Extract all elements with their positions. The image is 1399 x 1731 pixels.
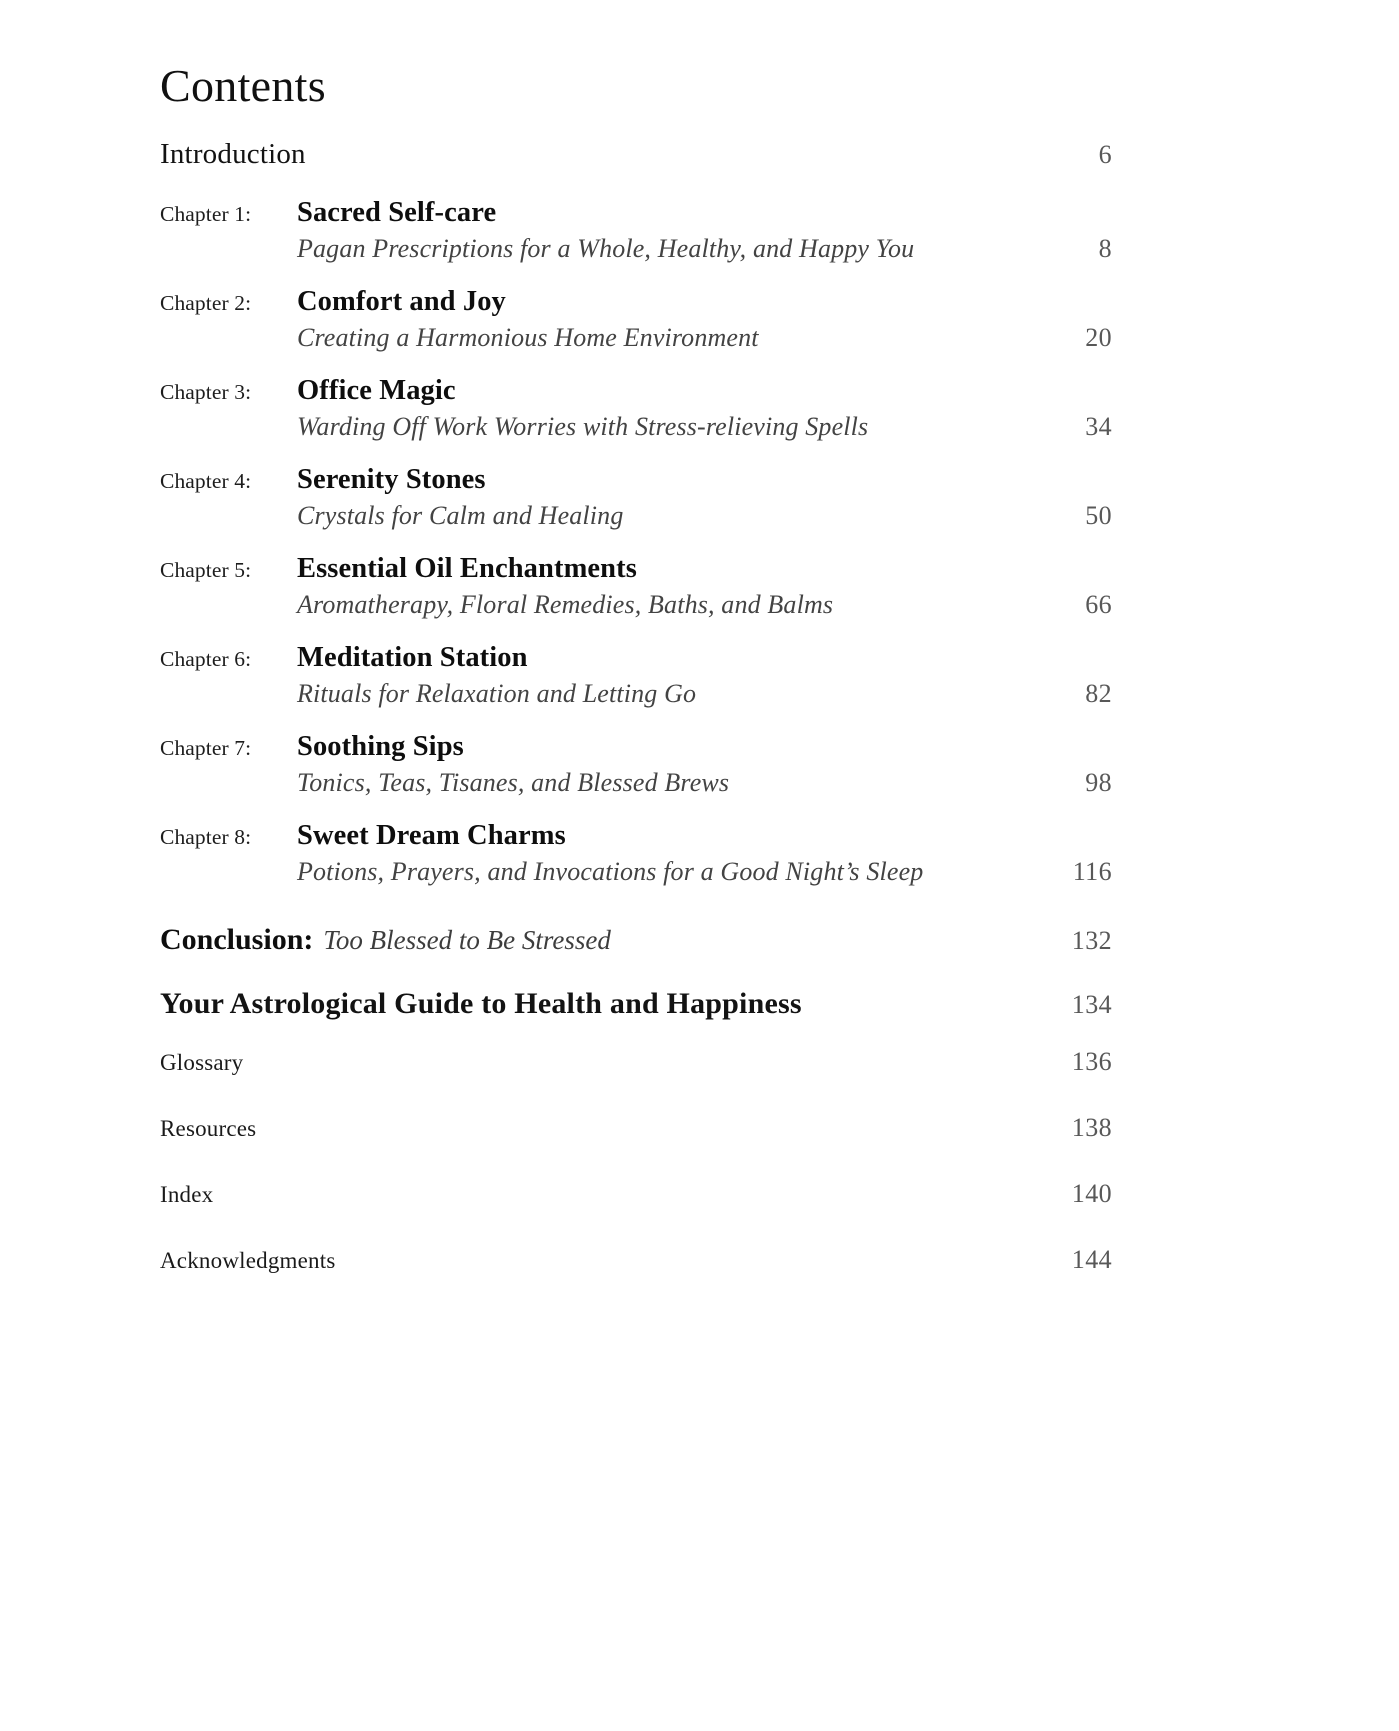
conclusion-section: [160, 923, 1112, 1021]
toc-entry-resources[interactable]: [160, 1113, 1112, 1143]
back-matter-list: [160, 1047, 1112, 1275]
toc-chapter-4[interactable]: [160, 464, 1112, 531]
chapter-page-number: 98: [1085, 768, 1112, 798]
chapter-number-label: Chapter 6:: [160, 647, 252, 672]
chapter-page-number: 34: [1085, 412, 1112, 442]
chapter-subtitle: Potions, Prayers, and Invocations for a Good Night’s Sleep: [297, 857, 924, 887]
toc-entry-introduction[interactable]: [160, 138, 1112, 171]
chapter-title-line: [160, 197, 1112, 229]
toc-entry-label: Introduction: [160, 138, 306, 171]
conclusion-label: Conclusion:: [160, 923, 314, 957]
toc-entry-label: Index: [160, 1182, 214, 1208]
chapter-subtitle-line: [160, 234, 1112, 264]
chapter-title-line: [160, 464, 1112, 496]
chapter-subtitle-line: [160, 857, 1112, 887]
chapter-subtitle: Crystals for Calm and Healing: [297, 501, 624, 531]
chapter-subtitle: Creating a Harmonious Home Environment: [297, 323, 759, 353]
conclusion-subtitle: Too Blessed to Be Stressed: [323, 925, 611, 956]
chapter-title-line: [160, 820, 1112, 852]
chapter-title-line: [160, 642, 1112, 674]
chapter-title: Serenity Stones: [297, 464, 486, 496]
toc-content-area: [160, 62, 1112, 1311]
page-title: Contents: [160, 60, 326, 111]
chapter-title-line: [160, 553, 1112, 585]
chapter-title: Sacred Self-care: [297, 197, 497, 229]
toc-chapter-3[interactable]: [160, 375, 1112, 442]
chapter-title: Comfort and Joy: [297, 286, 506, 318]
chapter-number-label: Chapter 5:: [160, 558, 252, 583]
appendix-label: Your Astrological Guide to Health and Happiness: [160, 987, 802, 1021]
front-matter-list: [160, 138, 1112, 171]
chapter-title-line: [160, 375, 1112, 407]
chapter-list: [160, 197, 1112, 887]
chapter-number-label: Chapter 3:: [160, 380, 252, 405]
chapter-subtitle-line: [160, 679, 1112, 709]
toc-chapter-7[interactable]: [160, 731, 1112, 798]
toc-entry-page-number: 136: [1071, 1047, 1112, 1077]
chapter-number-label: Chapter 1:: [160, 202, 252, 227]
toc-chapter-2[interactable]: [160, 286, 1112, 353]
chapter-title: Meditation Station: [297, 642, 528, 674]
chapter-page-number: 8: [1098, 234, 1112, 264]
conclusion-page-number: 132: [1071, 926, 1112, 956]
chapter-subtitle: Warding Off Work Worries with Stress-relieving Spells: [297, 412, 869, 442]
chapter-number-label: Chapter 4:: [160, 469, 252, 494]
toc-entry-page-number: 140: [1071, 1179, 1112, 1209]
toc-entry-conclusion[interactable]: [160, 923, 1112, 957]
toc-entry-label: Resources: [160, 1116, 257, 1142]
chapter-subtitle-line: [160, 412, 1112, 442]
toc-entry-glossary[interactable]: [160, 1047, 1112, 1077]
chapter-page-number: 66: [1085, 590, 1112, 620]
chapter-subtitle-line: [160, 501, 1112, 531]
chapter-number-label: Chapter 7:: [160, 736, 252, 761]
chapter-title: Sweet Dream Charms: [297, 820, 566, 852]
chapter-page-number: 20: [1085, 323, 1112, 353]
appendix-page-number: 134: [1071, 990, 1112, 1020]
toc-entry-acknowledgments[interactable]: [160, 1245, 1112, 1275]
chapter-page-number: 116: [1072, 857, 1112, 887]
toc-entry-page-number: 6: [1098, 140, 1112, 170]
toc-entry-label: Acknowledgments: [160, 1248, 336, 1274]
toc-chapter-1[interactable]: [160, 197, 1112, 264]
chapter-title: Soothing Sips: [297, 731, 464, 763]
toc-entry-astrological-guide[interactable]: [160, 987, 1112, 1021]
chapter-title-line: [160, 286, 1112, 318]
chapter-subtitle: Tonics, Teas, Tisanes, and Blessed Brews: [297, 768, 730, 798]
chapter-subtitle: Pagan Prescriptions for a Whole, Healthy, and Happy You: [297, 234, 915, 264]
chapter-subtitle: Aromatherapy, Floral Remedies, Baths, and Balms: [297, 590, 834, 620]
toc-entry-page-number: 144: [1071, 1245, 1112, 1275]
toc-entry-index[interactable]: [160, 1179, 1112, 1209]
chapter-title: Office Magic: [297, 375, 456, 407]
chapter-number-label: Chapter 8:: [160, 825, 252, 850]
toc-entry-label: Glossary: [160, 1050, 244, 1076]
chapter-subtitle-line: [160, 590, 1112, 620]
chapter-page-number: 82: [1085, 679, 1112, 709]
chapter-title: Essential Oil Enchantments: [297, 553, 637, 585]
toc-chapter-8[interactable]: [160, 820, 1112, 887]
chapter-subtitle-line: [160, 768, 1112, 798]
chapter-subtitle-line: [160, 323, 1112, 353]
chapter-page-number: 50: [1085, 501, 1112, 531]
chapter-subtitle: Rituals for Relaxation and Letting Go: [297, 679, 697, 709]
toc-chapter-6[interactable]: [160, 642, 1112, 709]
toc-chapter-5[interactable]: [160, 553, 1112, 620]
chapter-number-label: Chapter 2:: [160, 291, 252, 316]
toc-entry-page-number: 138: [1071, 1113, 1112, 1143]
chapter-title-line: [160, 731, 1112, 763]
